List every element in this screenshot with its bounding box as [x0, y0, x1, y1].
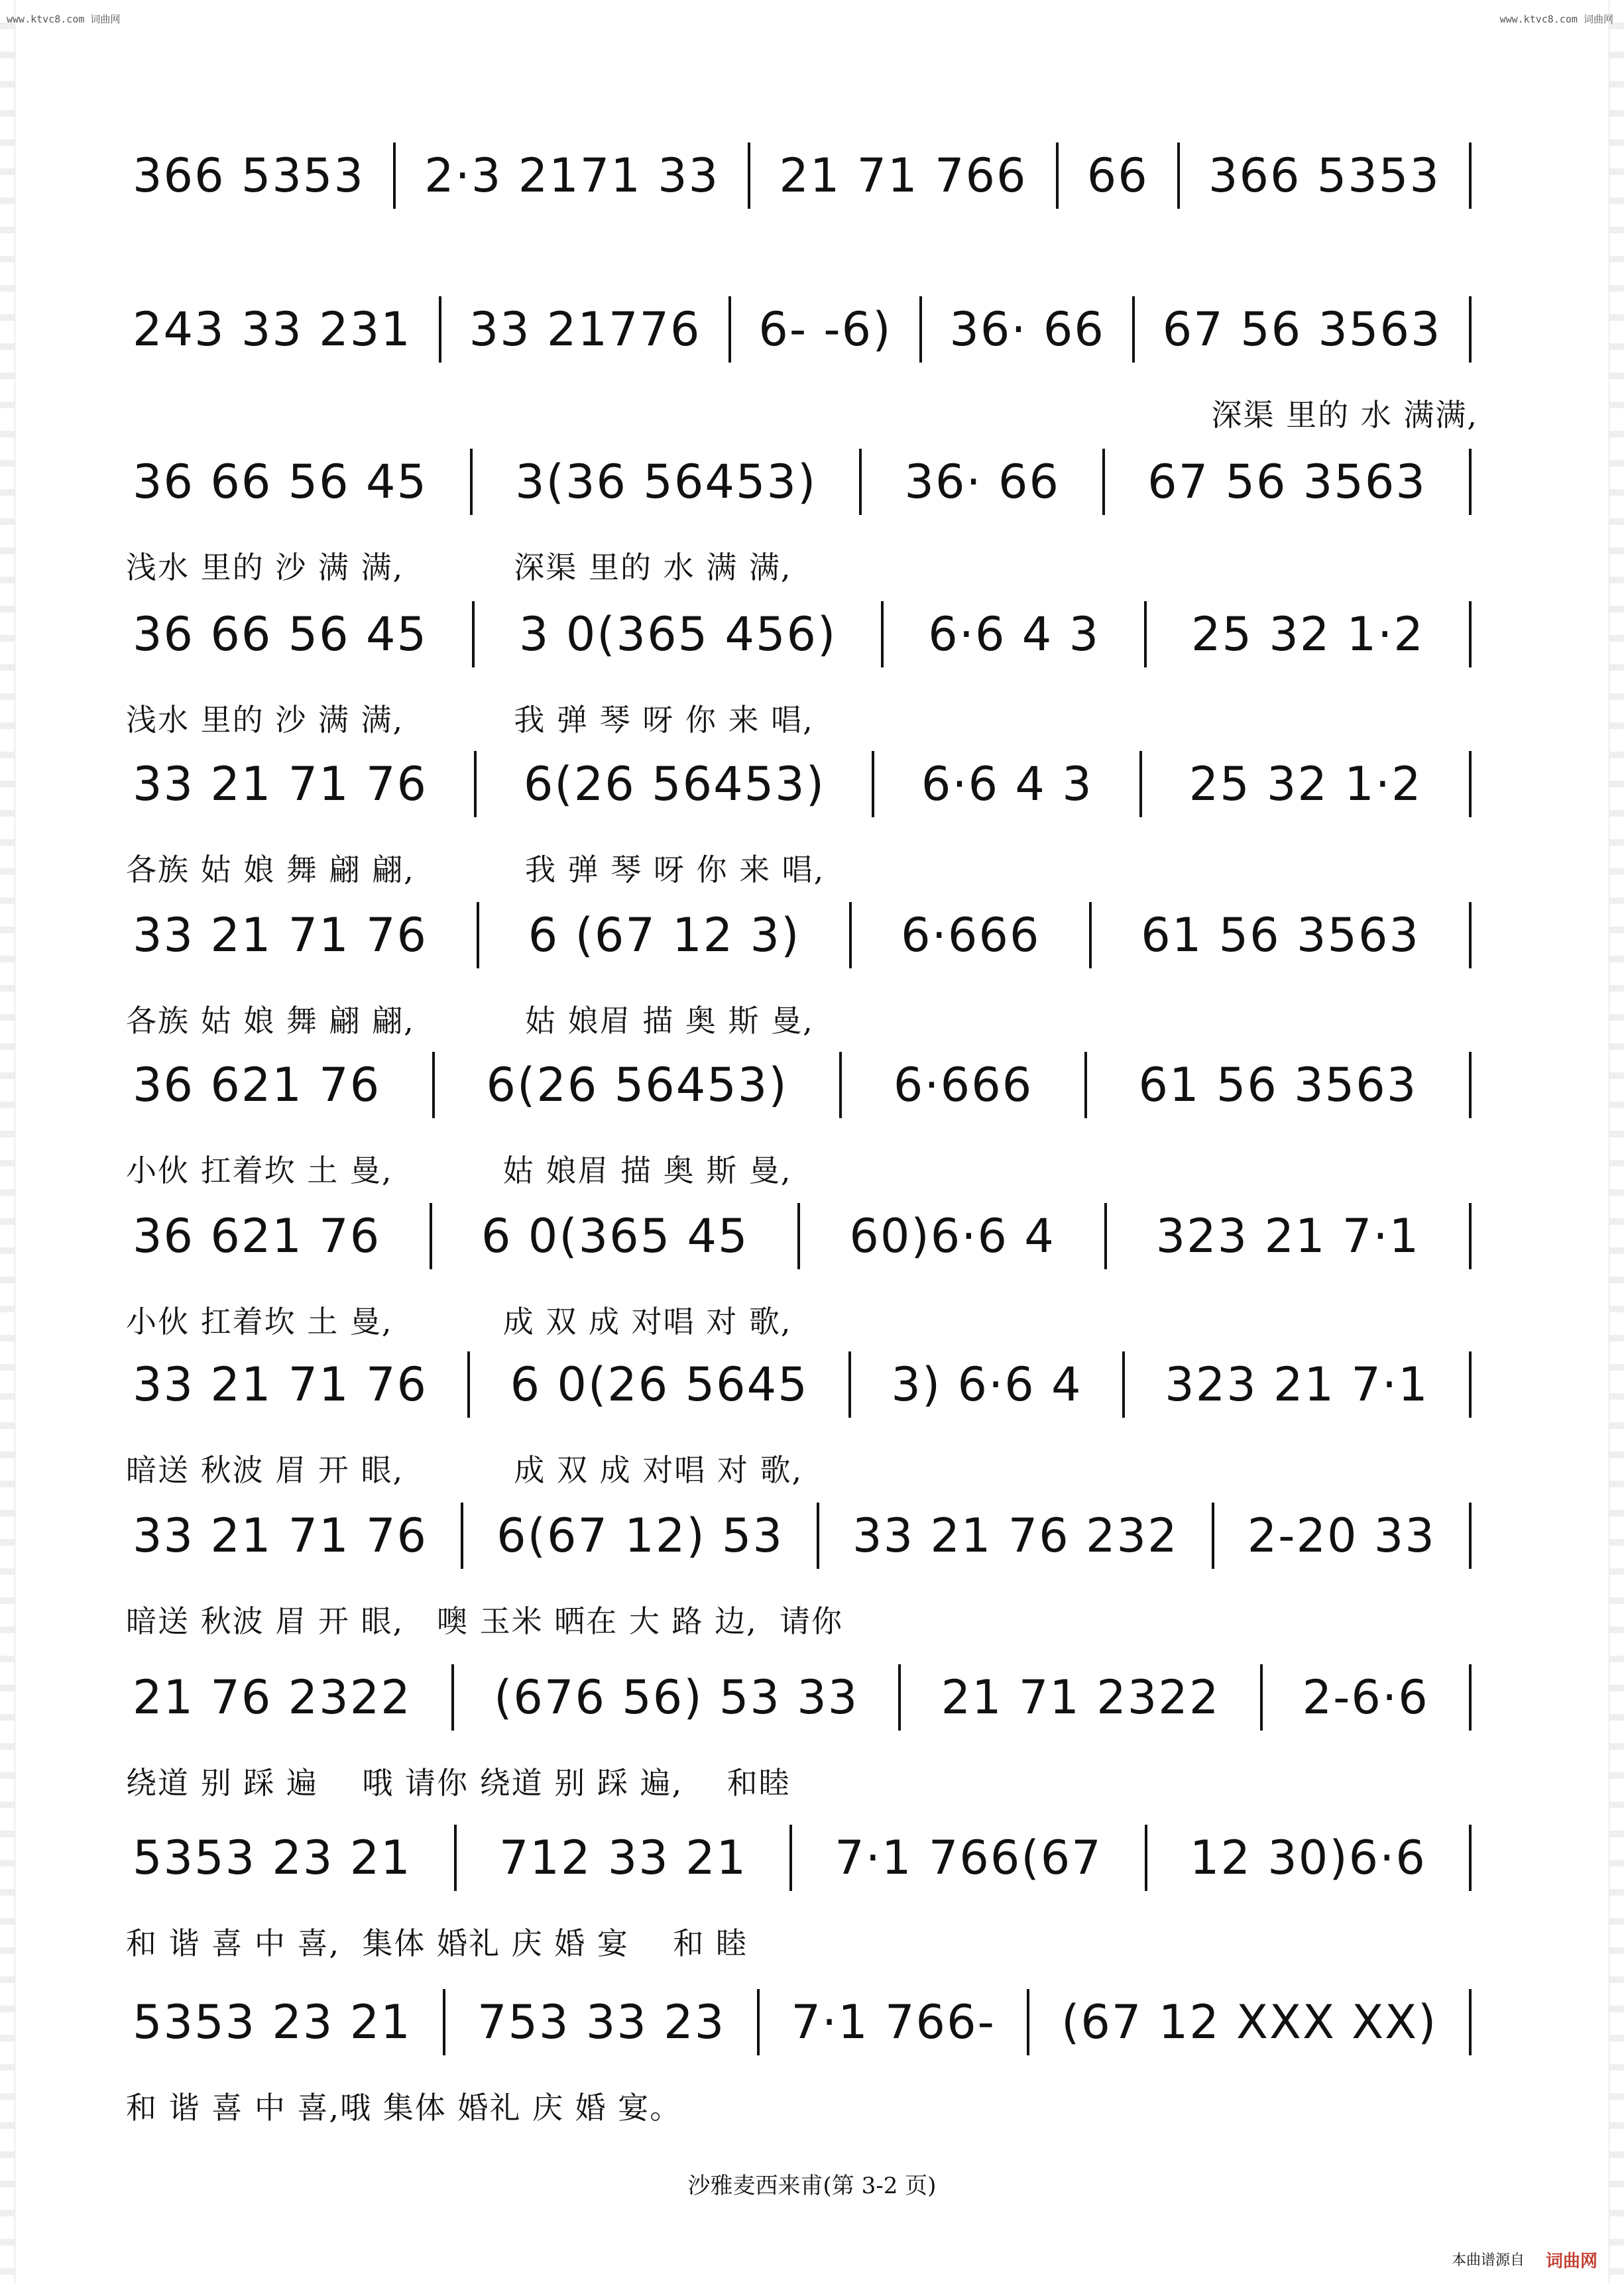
barline — [1056, 143, 1059, 209]
barline — [1102, 449, 1105, 515]
barline — [1469, 449, 1472, 515]
notation-row — [133, 578, 1472, 691]
barline — [919, 296, 922, 363]
measure: 33 21 76 232 — [852, 1509, 1179, 1563]
measure: (67 12 XXX XX) — [1061, 1995, 1438, 2049]
notation-row — [133, 1966, 1472, 2079]
measure: 33 21776 — [469, 302, 701, 357]
measure: 2-20 33 — [1247, 1509, 1436, 1563]
measure: 3 0(365 456) — [518, 607, 837, 661]
lyric-line: 深渠 里的 水 满满, — [1211, 397, 1478, 433]
lyric-line: 暗送 秋波 眉 开 眼, 噢 玉米 晒在 大 路 边, 请你 — [126, 1603, 843, 1639]
footer-source-label: 本曲谱源自 — [1451, 2252, 1525, 2269]
barline — [1469, 902, 1472, 968]
notation-row — [133, 879, 1472, 992]
lyric-line: 小伙 扛着坎 土 曼, 姑 娘眉 描 奥 斯 曼, — [126, 1153, 792, 1188]
measure: 36· 66 — [904, 455, 1061, 509]
measure: 25 32 1·2 — [1189, 757, 1422, 811]
notation-row — [133, 1328, 1472, 1441]
measure: 2-6·6 — [1302, 1670, 1429, 1725]
measure: 6- -6) — [758, 302, 892, 357]
score-system — [126, 273, 1478, 432]
lyric-line: 各族 姑 娘 舞 翩 翩, 我 弹 琴 呀 你 来 唱, — [126, 852, 825, 887]
measure: 33 21 71 76 — [133, 757, 428, 811]
barline — [1084, 1052, 1087, 1118]
barline — [1469, 296, 1472, 363]
measure: 25 32 1·2 — [1191, 607, 1424, 661]
measure: 6·666 — [893, 1058, 1033, 1112]
barline — [1132, 296, 1135, 363]
barline — [1177, 143, 1180, 209]
barline — [1104, 1203, 1107, 1269]
barline — [898, 1664, 901, 1731]
notation-row — [133, 1029, 1472, 1141]
barline — [443, 1989, 445, 2055]
measure: 712 33 21 — [498, 1831, 748, 1885]
barline — [872, 751, 874, 817]
measure: 243 33 231 — [133, 302, 412, 357]
barline — [1469, 1503, 1472, 1569]
measure: 36 66 56 45 — [133, 455, 428, 509]
measure: 3(36 56453) — [515, 455, 817, 509]
barline — [817, 1503, 819, 1569]
score-system — [126, 1180, 1478, 1339]
measure: 67 56 3563 — [1147, 455, 1426, 509]
notation-row — [133, 1801, 1472, 1914]
measure: 3) 6·6 4 — [891, 1357, 1082, 1412]
lyric-line: 和 谐 喜 中 喜,哦 集体 婚礼 庆 婚 宴。 — [126, 2090, 682, 2126]
barline — [461, 1503, 463, 1569]
measure: 6·666 — [901, 908, 1041, 962]
barline — [1469, 601, 1472, 667]
barline — [1469, 1664, 1472, 1731]
score-system — [126, 119, 1478, 278]
measure: 6(67 12) 53 — [496, 1509, 783, 1563]
header-right-site-label: www.ktvc8.com 词曲网 — [1499, 13, 1613, 25]
barline — [439, 296, 441, 363]
score-system — [126, 1029, 1478, 1188]
measure: 21 71 766 — [779, 148, 1027, 203]
barline — [1469, 1989, 1472, 2055]
barline — [881, 601, 884, 667]
measure: 7·1 766(67 — [835, 1831, 1102, 1885]
lyric-line: 绕道 别 踩 遍 哦 请你 绕道 别 踩 遍, 和睦 — [126, 1765, 791, 1801]
barline — [1027, 1989, 1029, 2055]
barline — [472, 601, 475, 667]
barline — [797, 1203, 800, 1269]
page-footer-title: 沙雅麦西来甫(第 3-2 页) — [687, 2173, 937, 2199]
measure: 7·1 766- — [791, 1995, 996, 2049]
measure: 6 (67 12 3) — [528, 908, 801, 962]
measure: 61 56 3563 — [1138, 1058, 1418, 1112]
barline — [1089, 902, 1092, 968]
measure: (676 56) 53 33 — [494, 1670, 859, 1725]
barline — [839, 1052, 842, 1118]
measure: 66 — [1086, 148, 1149, 203]
measure: 6(26 56453) — [523, 757, 826, 811]
lyric-line: 各族 姑 娘 舞 翩 翩, 姑 娘眉 描 奥 斯 曼, — [126, 1003, 814, 1039]
barline — [1260, 1664, 1263, 1731]
measure: 33 21 71 76 — [133, 1357, 428, 1412]
barline — [430, 1203, 432, 1269]
notation-row — [133, 1180, 1472, 1292]
score-system — [126, 426, 1478, 585]
measure: 12 30)6·6 — [1189, 1831, 1426, 1885]
notation-row — [133, 273, 1472, 386]
notation-row — [133, 1479, 1472, 1592]
barline — [1469, 1203, 1472, 1269]
measure: 5353 23 21 — [133, 1831, 412, 1885]
measure: 21 76 2322 — [133, 1670, 412, 1725]
measure: 6 0(26 5645 — [510, 1357, 809, 1412]
barline — [789, 1825, 792, 1891]
barline — [1139, 751, 1142, 817]
measure: 323 21 7·1 — [1155, 1209, 1421, 1263]
footer-site-logo: 词曲网 — [1545, 2252, 1597, 2271]
barline — [454, 1825, 457, 1891]
measure: 33 21 71 76 — [133, 1509, 428, 1563]
score-system — [126, 578, 1478, 737]
score-system — [126, 1801, 1478, 1961]
lyric-line: 浅水 里的 沙 满 满, 深渠 里的 水 满 满, — [126, 549, 792, 585]
measure: 61 56 3563 — [1141, 908, 1421, 962]
lyric-line: 小伙 扛着坎 土 曼, 成 双 成 对唱 对 歌, — [126, 1304, 792, 1340]
barline — [848, 1351, 851, 1418]
barline — [393, 143, 396, 209]
measure: 33 21 71 76 — [133, 908, 428, 962]
notation-row — [133, 728, 1472, 840]
measure: 21 71 2322 — [941, 1670, 1220, 1725]
barline — [757, 1989, 760, 2055]
notation-row — [133, 1641, 1472, 1754]
barline — [451, 1664, 454, 1731]
measure: 36 621 76 — [133, 1058, 381, 1112]
notation-row — [133, 119, 1472, 232]
notation-row — [133, 426, 1472, 538]
measure: 6(26 56453) — [486, 1058, 788, 1112]
barline — [1122, 1351, 1125, 1418]
score-system — [126, 1328, 1478, 1487]
barline — [1212, 1503, 1214, 1569]
measure: 6·6 4 3 — [928, 607, 1100, 661]
barline — [859, 449, 862, 515]
measure: 366 5353 — [1208, 148, 1440, 203]
score-system — [126, 1479, 1478, 1638]
barline — [432, 1052, 435, 1118]
score-system — [126, 1966, 1478, 2125]
measure: 366 5353 — [133, 148, 365, 203]
measure: 753 33 23 — [477, 1995, 726, 2049]
lyric-line: 和 谐 喜 中 喜, 集体 婚礼 庆 婚 宴 和 睦 — [126, 1925, 748, 1961]
score-system — [126, 728, 1478, 887]
barline — [1469, 143, 1472, 209]
measure: 36· 66 — [949, 302, 1105, 357]
barline — [1469, 1052, 1472, 1118]
measure: 323 21 7·1 — [1165, 1357, 1429, 1412]
barline — [477, 902, 479, 968]
measure: 36 66 56 45 — [133, 607, 428, 661]
measure: 5353 23 21 — [133, 1995, 412, 2049]
measure: 60)6·6 4 — [849, 1209, 1055, 1263]
barline — [467, 1351, 470, 1418]
barline — [728, 296, 731, 363]
barline — [1469, 751, 1472, 817]
barline — [470, 449, 473, 515]
barline — [474, 751, 477, 817]
barline — [1144, 601, 1147, 667]
score-system — [126, 879, 1478, 1038]
barline — [1469, 1351, 1472, 1418]
lyric-line: 浅水 里的 沙 满 满, 我 弹 琴 呀 你 来 唱, — [126, 702, 814, 738]
measure: 6·6 4 3 — [921, 757, 1093, 811]
lyric-line: 暗送 秋波 眉 开 眼, 成 双 成 对唱 对 歌, — [126, 1452, 803, 1488]
barline — [1145, 1825, 1147, 1891]
barline — [1469, 1825, 1472, 1891]
barline — [849, 902, 852, 968]
score-system — [126, 1641, 1478, 1800]
header-left-site-label: www.ktvc8.com 词曲网 — [7, 13, 121, 25]
barline — [748, 143, 750, 209]
measure: 36 621 76 — [133, 1209, 381, 1263]
measure: 6 0(365 45 — [481, 1209, 749, 1263]
measure: 67 56 3563 — [1162, 302, 1442, 357]
measure: 2·3 2171 33 — [424, 148, 720, 203]
